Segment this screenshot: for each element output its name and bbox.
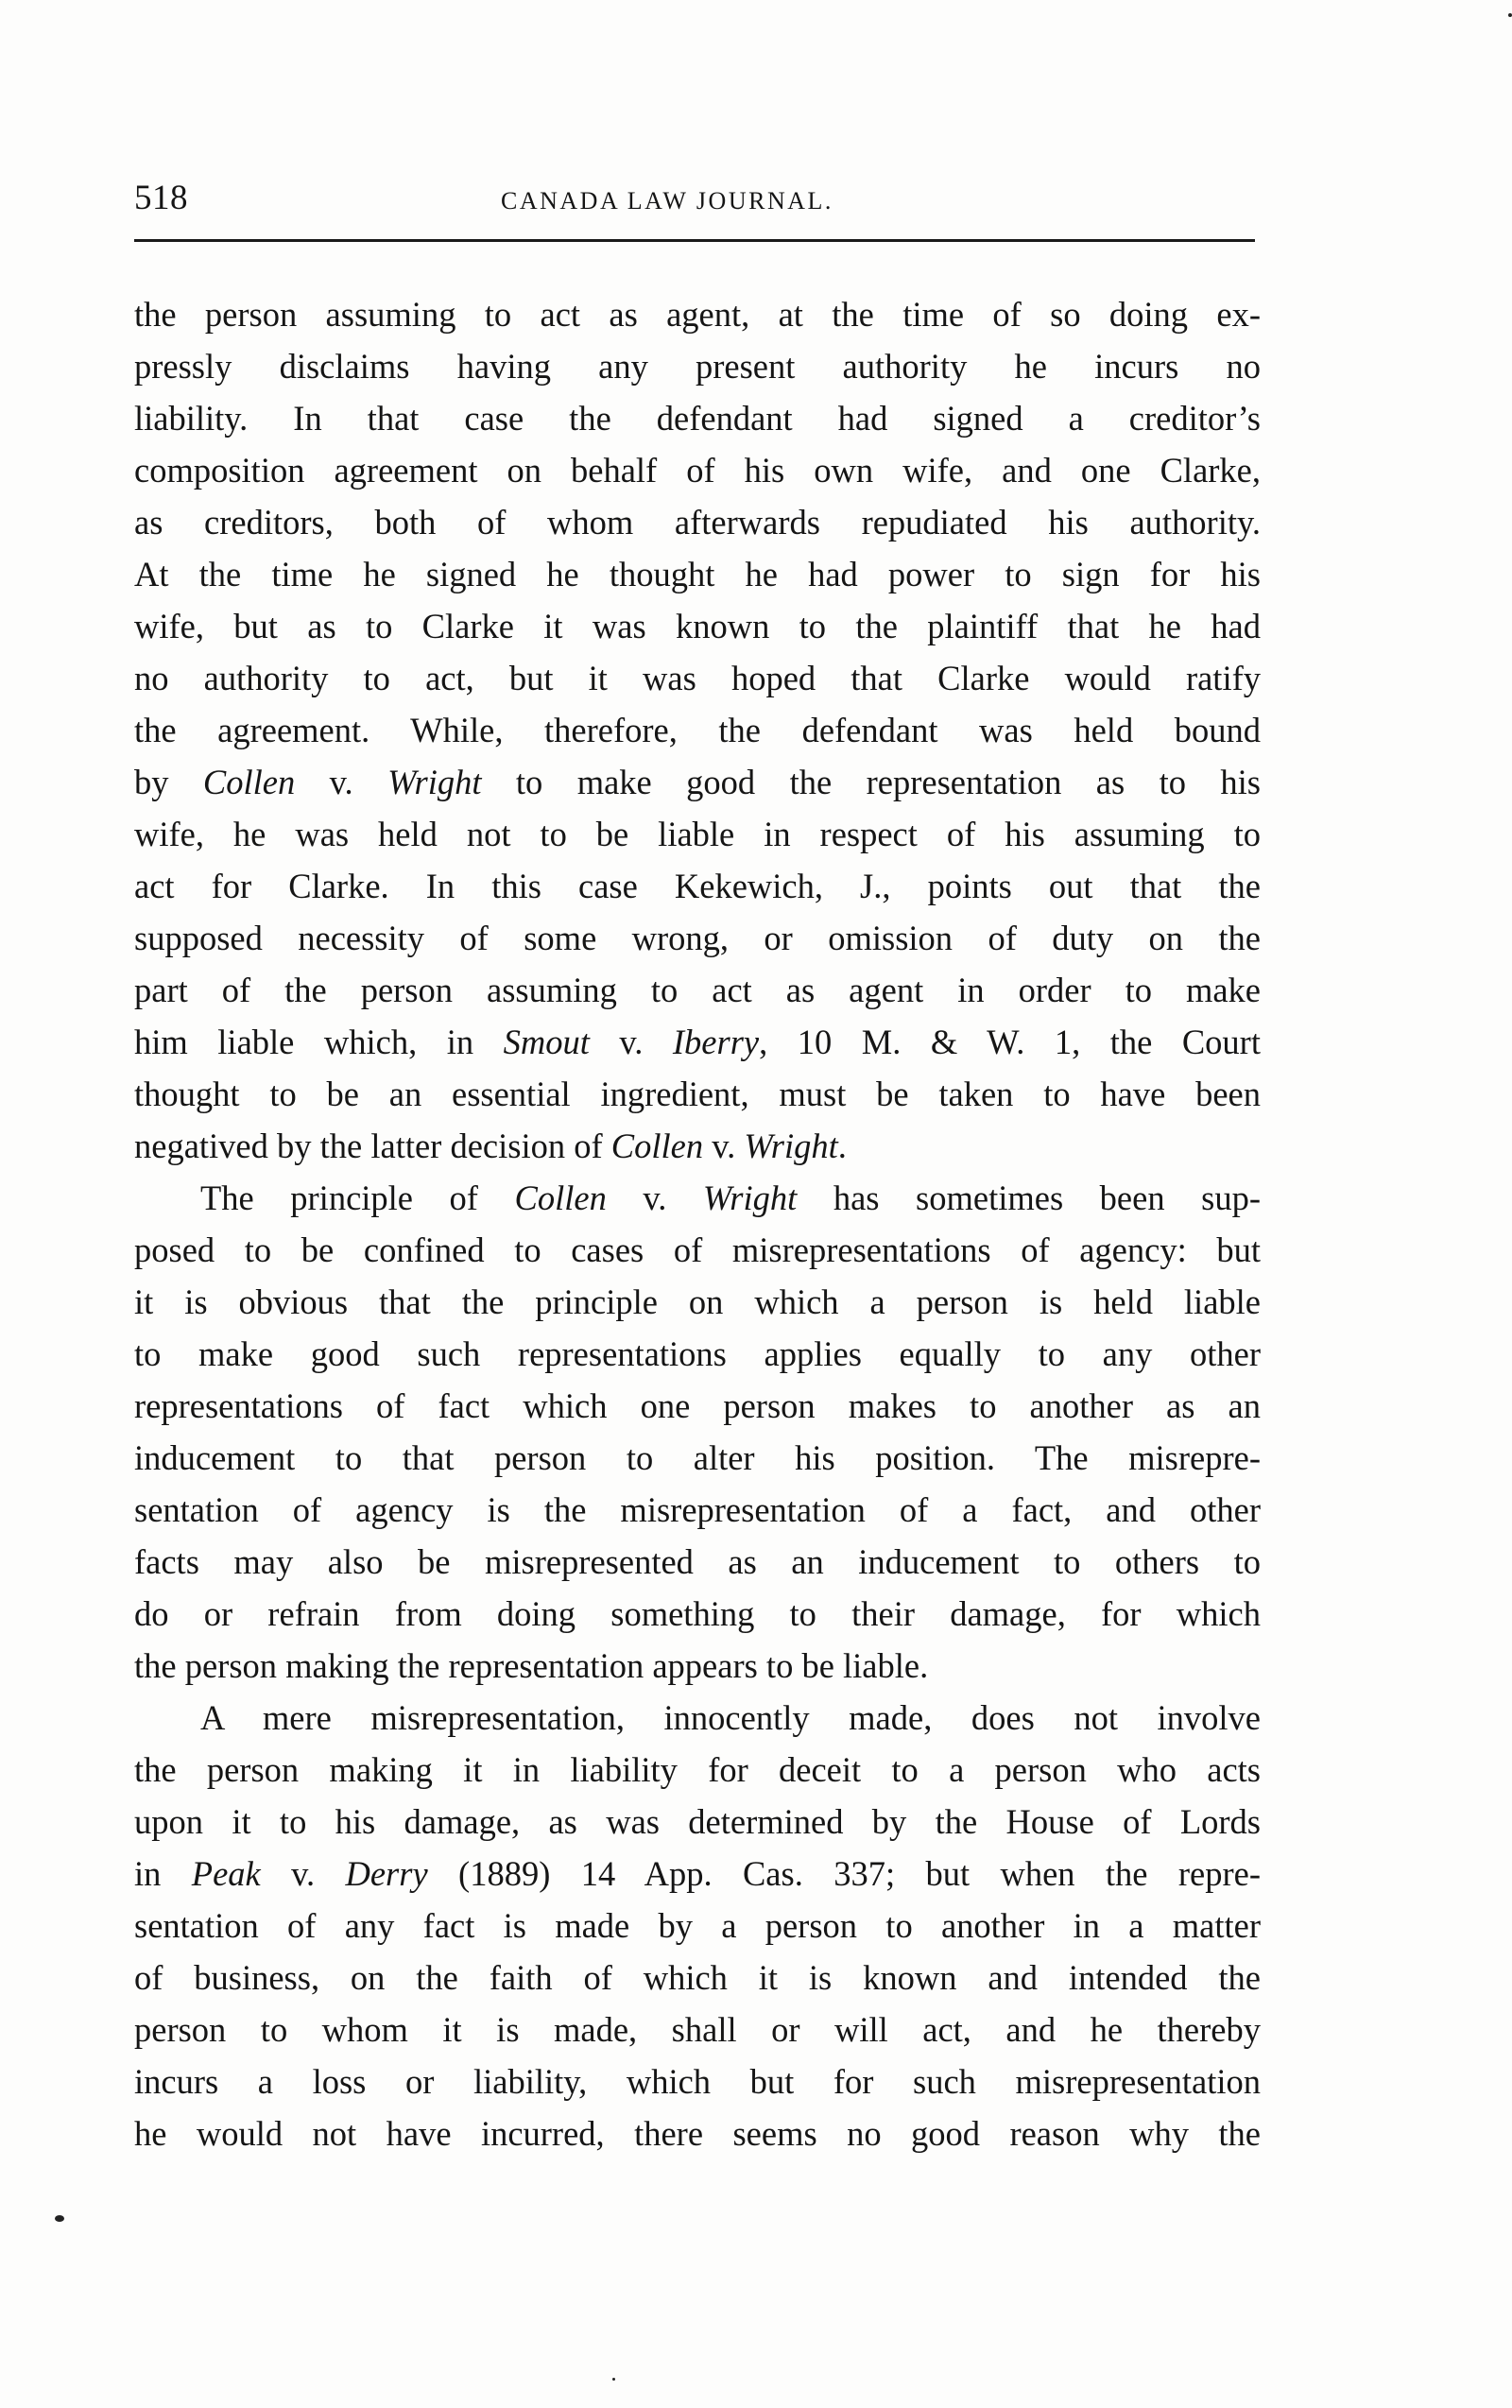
- text-line: negatived by the latter decision of Collen v. Wright.: [134, 1127, 847, 1165]
- text-line: A mere misrepresentation, innocently made, does not involve: [200, 1698, 1261, 1737]
- text-line: inducement to that person to alter his position. The misrepre-: [134, 1438, 1261, 1477]
- text-line: of business, on the faith of which it is known and intended the: [134, 1958, 1261, 1997]
- text-line: in Peak v. Derry (1889) 14 App. Cas. 337; but when the repre-: [134, 1854, 1261, 1893]
- text-line: incurs a loss or liability, which but for such misrepresentation: [134, 2062, 1261, 2101]
- text-line: the person making the representation appears to be liable.: [134, 1646, 929, 1685]
- header-rule: [134, 239, 1255, 242]
- text-line: part of the person assuming to act as agent in order to make: [134, 971, 1261, 1009]
- text-line: composition agreement on behalf of his own wife, and one Clarke,: [134, 451, 1261, 490]
- text-line: supposed necessity of some wrong, or omission of duty on the: [134, 919, 1261, 957]
- text-line: no authority to act, but it was hoped that Clarke would ratify: [134, 659, 1261, 697]
- text-line: wife, he was held not to be liable in respect of his assuming to: [134, 815, 1261, 853]
- text-line: by Collen v. Wright to make good the representation as to his: [134, 763, 1261, 801]
- text-line: do or refrain from doing something to their damage, for which: [134, 1594, 1261, 1633]
- text-line: the person making it in liability for deceit to a person who acts: [134, 1750, 1261, 1789]
- page-header: [134, 178, 1255, 225]
- text-line: the agreement. While, therefore, the defendant was held bound: [134, 711, 1261, 749]
- text-line: person to whom it is made, shall or will act, and he thereby: [134, 2010, 1261, 2049]
- text-line: thought to be an essential ingredient, must be taken to have been: [134, 1075, 1261, 1113]
- text-line: facts may also be misrepresented as an inducement to others to: [134, 1542, 1261, 1581]
- text-line: sentation of agency is the misrepresentation of a fact, and other: [134, 1490, 1261, 1529]
- text-line: At the time he signed he thought he had power to sign for his: [134, 555, 1261, 593]
- body-text: [134, 288, 1261, 2159]
- text-line: to make good such representations applies equally to any other: [134, 1334, 1261, 1373]
- ink-speck: [1508, 13, 1512, 17]
- text-line: wife, but as to Clarke it was known to the plaintiff that he had: [134, 607, 1261, 645]
- text-line: posed to be confined to cases of misrepresentations of agency: but: [134, 1230, 1261, 1269]
- ink-speck: [612, 2378, 615, 2381]
- paragraph-1: [134, 288, 1261, 1172]
- paragraph-2: [134, 1172, 1261, 1692]
- text-line: he would not have incurred, there seems no good reason why the: [134, 2114, 1261, 2153]
- running-head: CANADA LAW JOURNAL.: [501, 187, 833, 215]
- text-line: pressly disclaims having any present authority he incurs no: [134, 347, 1261, 386]
- text-line: upon it to his damage, as was determined by the House of Lords: [134, 1802, 1261, 1841]
- text-line: sentation of any fact is made by a person to another in a matter: [134, 1906, 1261, 1945]
- page-number: 518: [134, 179, 188, 217]
- text-line: liability. In that case the defendant had signed a creditor’s: [134, 399, 1261, 438]
- text-line: it is obvious that the principle on which a person is held liable: [134, 1282, 1261, 1321]
- text-line: representations of fact which one person makes to another as an: [134, 1386, 1261, 1425]
- ink-speck: [55, 2215, 64, 2222]
- paragraph-3: [134, 1692, 1261, 2159]
- text-line: The principle of Collen v. Wright has sometimes been sup-: [200, 1178, 1261, 1217]
- text-line: him liable which, in Smout v. Iberry, 10 M. & W. 1, the Court: [134, 1023, 1261, 1061]
- text-line: the person assuming to act as agent, at the time of so doing ex-: [134, 295, 1261, 334]
- text-line: act for Clarke. In this case Kekewich, J., points out that the: [134, 867, 1261, 905]
- text-line: as creditors, both of whom afterwards repudiated his authority.: [134, 503, 1261, 542]
